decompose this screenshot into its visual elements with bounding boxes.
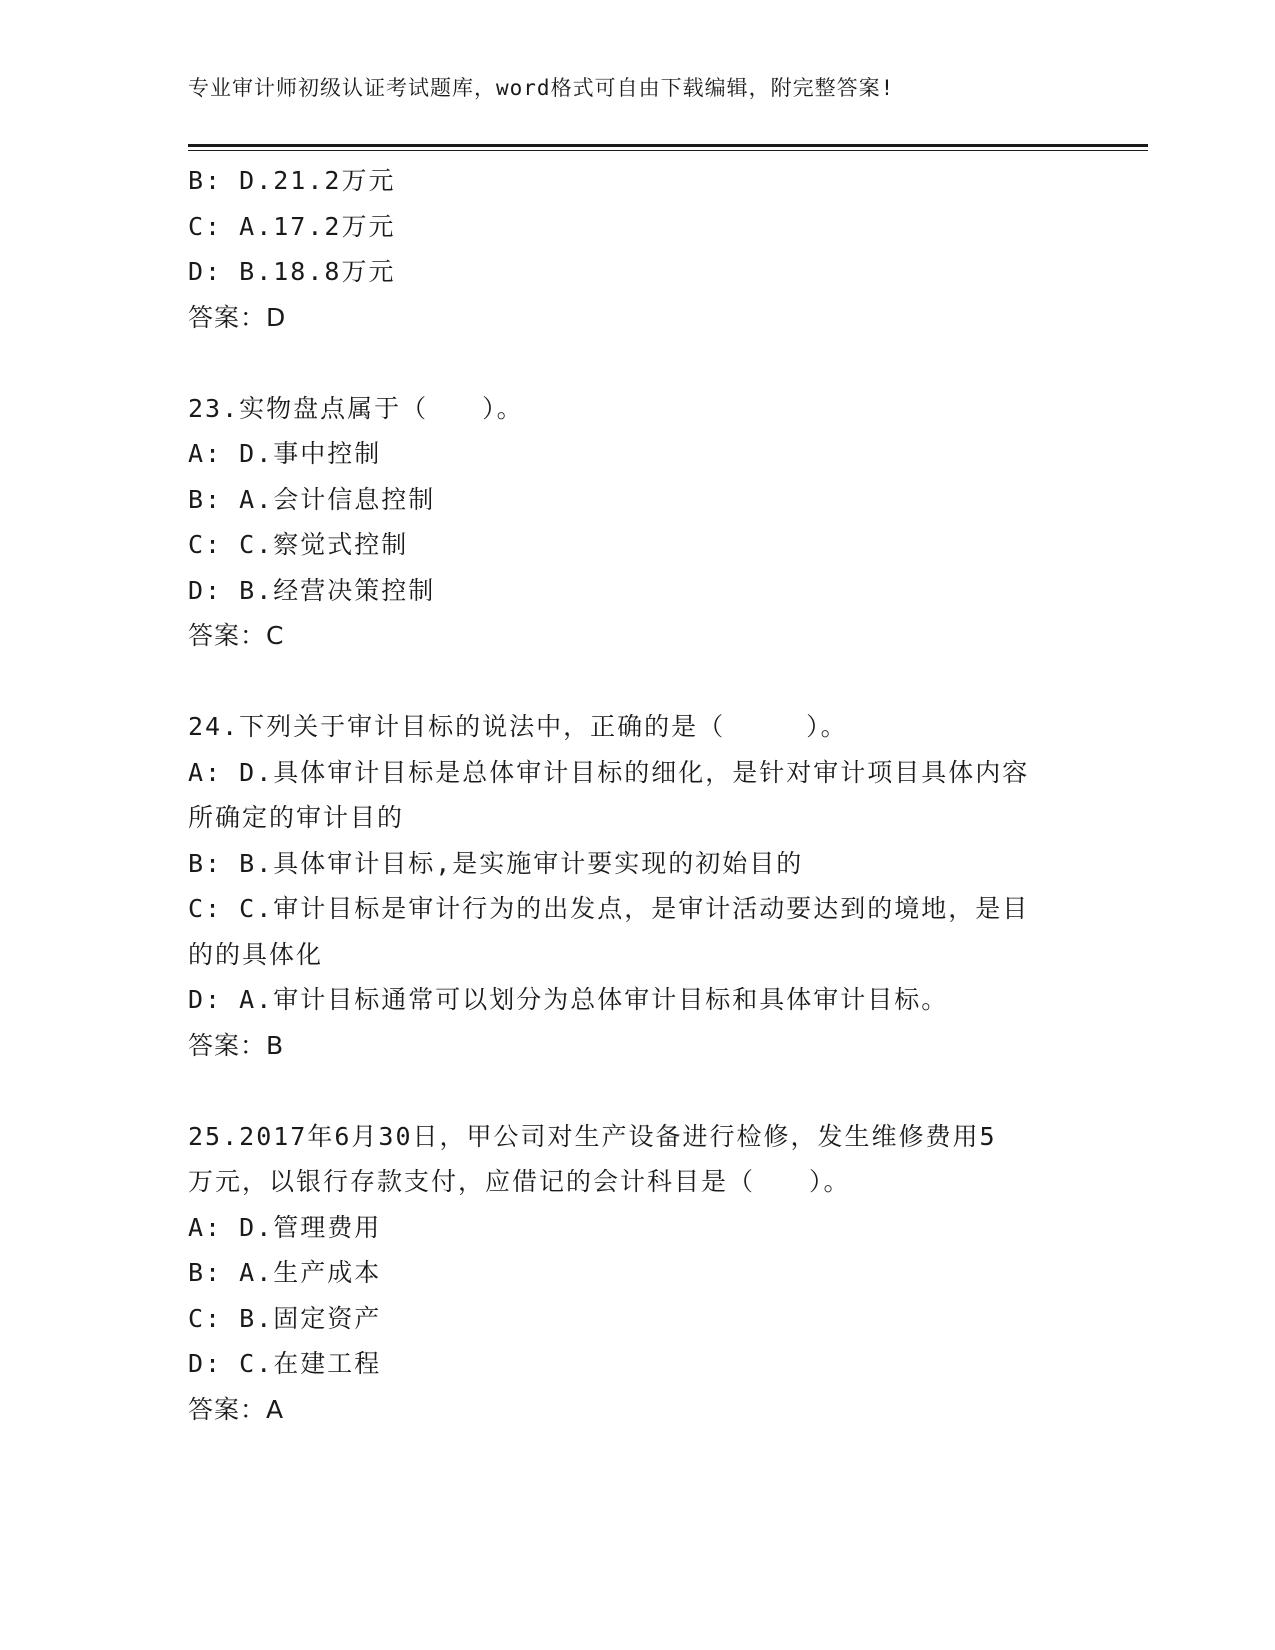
question-stem-continued: 万元，以银行存款支付，应借记的会计科目是（ ）。 (188, 1167, 851, 1196)
option-line: C: B.固定资产 (188, 1303, 382, 1333)
option-line: A: D.事中控制 (188, 439, 382, 468)
option-line: D: C.在建工程 (188, 1349, 382, 1378)
spacer (188, 1068, 1088, 1114)
spacer (188, 659, 1088, 705)
question-stem: 25.2017年6月30日，甲公司对生产设备进行检修，发生维修费用5 (188, 1121, 997, 1151)
option-line: D: B.经营决策控制 (188, 575, 436, 605)
option-line: B: D.21.2万元 (188, 166, 396, 195)
question-list (188, 158, 1088, 1432)
option-line: C: C.审计目标是审计行为的出发点，是审计活动要达到的境地，是目 (188, 894, 1030, 923)
option-line: D: B.18.8万元 (188, 257, 396, 286)
question-stem: 23.实物盘点属于（ ）。 (188, 393, 524, 423)
option-line: B: B.具体审计目标,是实施审计要实现的初始目的 (188, 848, 804, 878)
answer-line: 答案：A (188, 1394, 285, 1424)
spacer (188, 340, 1088, 386)
option-line: C: C.察觉式控制 (188, 530, 409, 559)
option-line-continued: 的的具体化 (188, 939, 324, 969)
answer-line: 答案：C (188, 621, 285, 650)
header-rule-thick (188, 144, 1148, 147)
option-line: C: A.17.2万元 (188, 211, 396, 241)
option-line: A: D.管理费用 (188, 1212, 382, 1242)
option-line: B: A.会计信息控制 (188, 484, 436, 514)
header-rule-thin (188, 150, 1148, 151)
answer-line: 答案：B (188, 1030, 285, 1060)
option-line-continued: 所确定的审计目的 (188, 803, 405, 832)
option-line: B: A.生产成本 (188, 1258, 382, 1287)
option-line: D: A.审计目标通常可以划分为总体审计目标和具体审计目标。 (188, 985, 949, 1014)
page-header: 专业审计师初级认证考试题库，word格式可自由下载编辑，附完整答案! (188, 76, 895, 100)
option-line: A: D.具体审计目标是总体审计目标的细化，是针对审计项目具体内容 (188, 757, 1030, 787)
answer-line: 答案：D (188, 302, 287, 332)
question-stem: 24.下列关于审计目标的说法中，正确的是（ ）。 (188, 712, 848, 741)
